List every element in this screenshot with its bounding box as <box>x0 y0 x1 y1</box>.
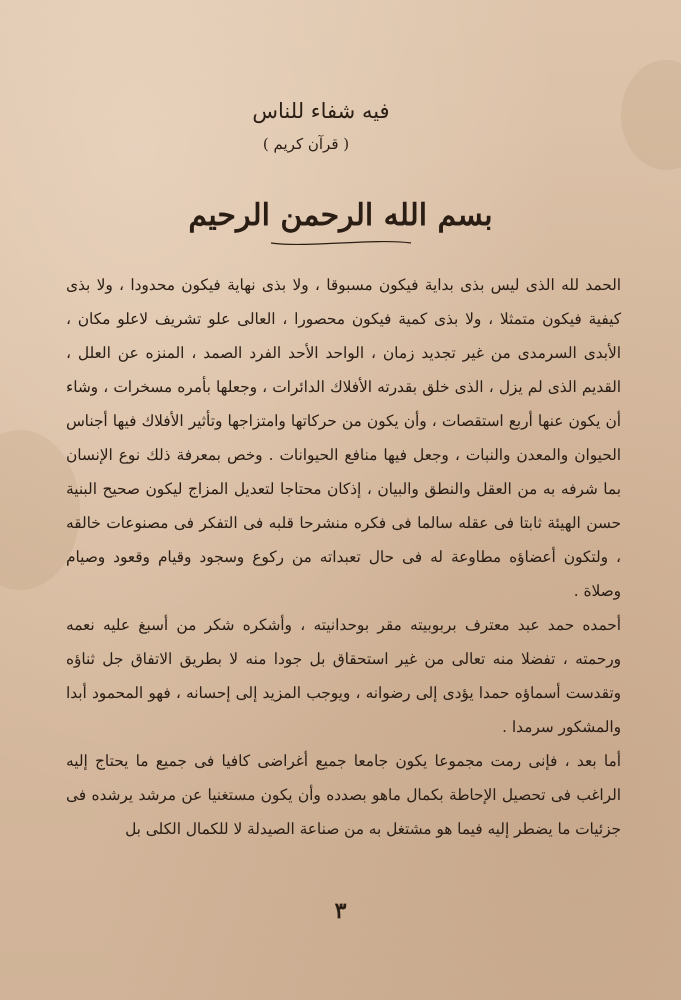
basmala-text: بسم الله الرحمن الرحيم <box>188 198 493 233</box>
page-number: ٣ <box>334 898 347 924</box>
basmala-flourish-ornament <box>266 238 416 248</box>
paragraph-purpose: أما بعد ، فإنى رمت مجموعا يكون جامعا جميع أغراضى كافيا فى جميع ما يحتاج إليه الراغب فى تحصيل الإحاطة بكمال ماهو بصدده وأن يكون مستغنيا عن مرشد يرشده فى جزئيات ما يضطر إليه فيما هو مشتغل به من صناعة الصيدلة لا للكمال الكلى بل <box>66 752 621 838</box>
paragraph-praise: أحمده حمد عبد معترف بربوبيته مقر بوحدانيته ، وأشكره شكر من أسبغ عليه نعمه ورحمته ، تفضلا منه تعالى من غير استحقاق بل جودا منه لا بطريق الاتفاق جل ثناؤه وتقدست أسماؤه حمدا يؤدى إلى رضوانه ، ويوجب المزيد إلى إحسانه ، فهو المحمود أبدا والمشكور سرمدا . <box>66 616 621 736</box>
paper-stain <box>621 60 681 170</box>
epigraph-verse: فيه شفاء للناس <box>252 99 390 123</box>
body-text <box>66 268 621 846</box>
epigraph <box>211 96 431 156</box>
paragraph-opening: الحمد لله الذى ليس بذى بداية فيكون مسبوقا ، ولا بذى نهاية فيكون محدودا ، ولا بذى كيفية فيكون متمثلا ، ولا بذى كمية فيكون محصورا ، العالى علو تشريف لاعلو مكان ، الأبدى السرمدى من غير تجديد زمان ، الواحد الأحد الفرد الصمد ، المنزه عن العلل ، القديم الذى لم يزل ، الذى خلق بقدرته الأفلاك الدائرات ، وجعلها بأمره مسخرات ، وشاء أن يكون عنها أربع استقصات ، وأن يكون من حركاتها وامتزاجها وتأثير الأفلاك فيها أجناس الحيوان والمعدن والنبات ، وجعل فيها منافع الحيوانات . وخص بمعرفة ذلك نوع الإنسان بما شرفه به من العقل والنطق والبيان ، إذكان محتاجا لتعديل المزاج ليكون صحيح البنية حسن الهيئة ثابتا فى عقله سالما فى فكره منشرحا قلبه فى التفكر فى مصنوعات خالقه ، ولتكون أعضاؤه مطاوعة له فى حال تعبداته من ركوع وسجود وقيام وقعود وصيام وصلاة . <box>66 276 621 600</box>
epigraph-source: ( قرآن كريم ) <box>262 135 350 153</box>
basmala-heading <box>0 196 681 248</box>
